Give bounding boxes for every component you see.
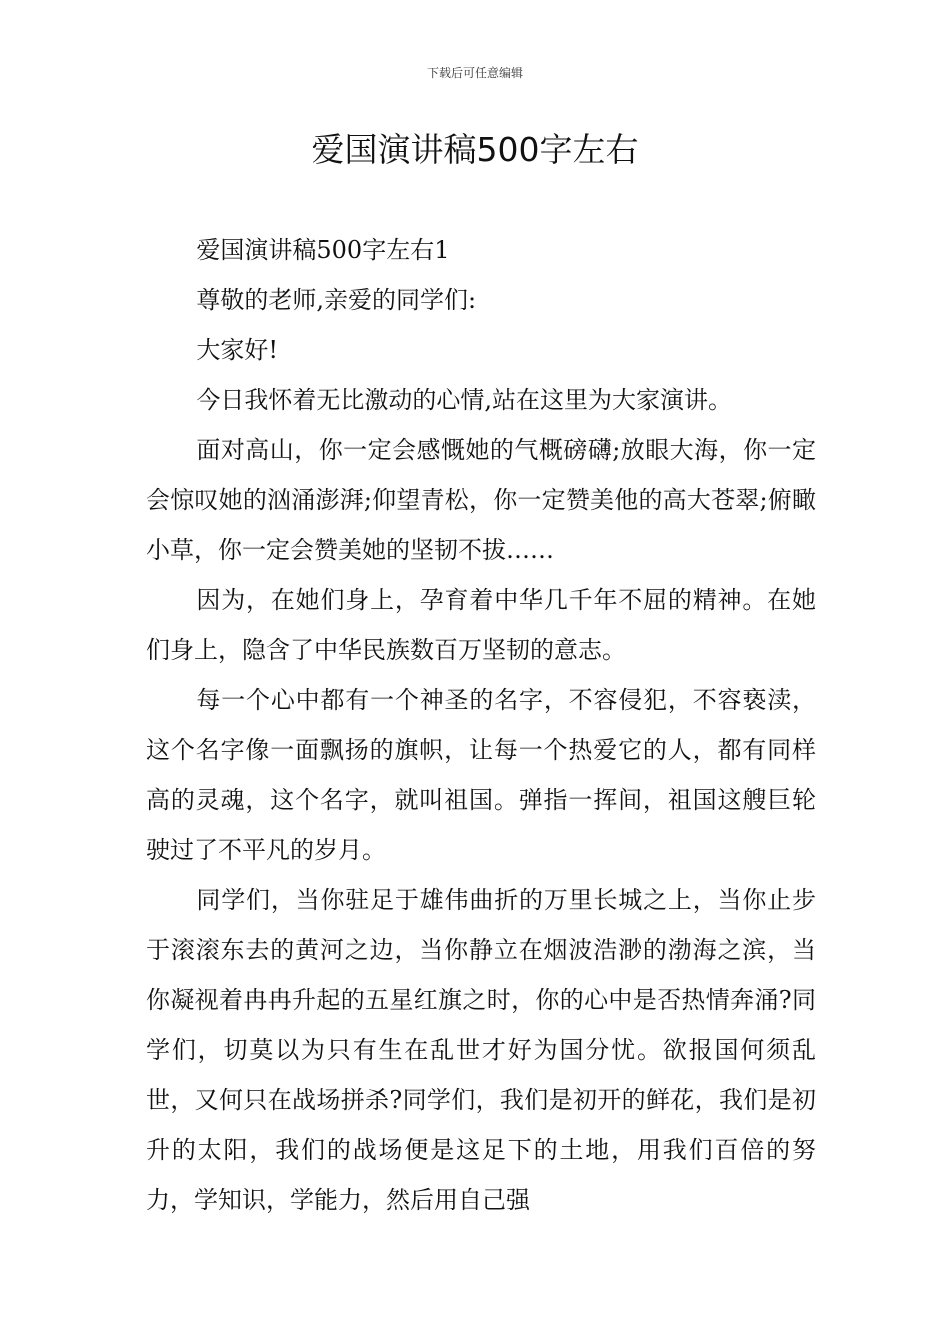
body-paragraph: 每一个心中都有一个神圣的名字，不容侵犯，不容亵渎，这个名字像一面飘扬的旗帜，让每一个热爱它的人，都有同样高的灵魂，这个名字，就叫祖国。弹指一挥间，祖国这艘巨轮驶过了不平凡的岁月。 bbox=[146, 686, 816, 864]
body-paragraph: 面对高山，你一定会感慨她的气概磅礴;放眼大海，你一定会惊叹她的汹涌澎湃;仰望青松，你一定赞美他的高大苍翠;俯瞰小草，你一定会赞美她的坚韧不拔…… bbox=[146, 436, 816, 564]
greeting-paragraph: 尊敬的老师,亲爱的同学们: bbox=[196, 286, 477, 314]
body-paragraph: 因为，在她们身上，孕育着中华几千年不屈的精神。在她们身上，隐含了中华民族数百万坚韧的意志。 bbox=[146, 586, 816, 664]
body-paragraph: 同学们，当你驻足于雄伟曲折的万里长城之上，当你止步于滚滚东去的黄河之边，当你静立在烟波浩渺的渤海之滨，当你凝视着冉冉升起的五星红旗之时，你的心中是否热情奔涌?同学们，切莫以为只有生在乱世才好为国分忧。欲报国何须乱世，又何只在战场拼杀?同学们，我们是初开的鲜花，我们是初升的太阳，我们的战场便是这足下的土地，用我们百倍的努力，学知识，学能力，然后用自己强 bbox=[146, 886, 816, 1214]
download-note: 下载后可任意编辑 bbox=[426, 66, 523, 80]
document-body bbox=[146, 225, 816, 1225]
document-title: 爱国演讲稿500字左右 bbox=[311, 130, 639, 169]
intro-paragraph: 今日我怀着无比激动的心情,站在这里为大家演讲。 bbox=[196, 386, 733, 414]
hello-paragraph: 大家好! bbox=[196, 336, 279, 364]
subtitle-paragraph: 爱国演讲稿500字左右1 bbox=[196, 236, 450, 264]
